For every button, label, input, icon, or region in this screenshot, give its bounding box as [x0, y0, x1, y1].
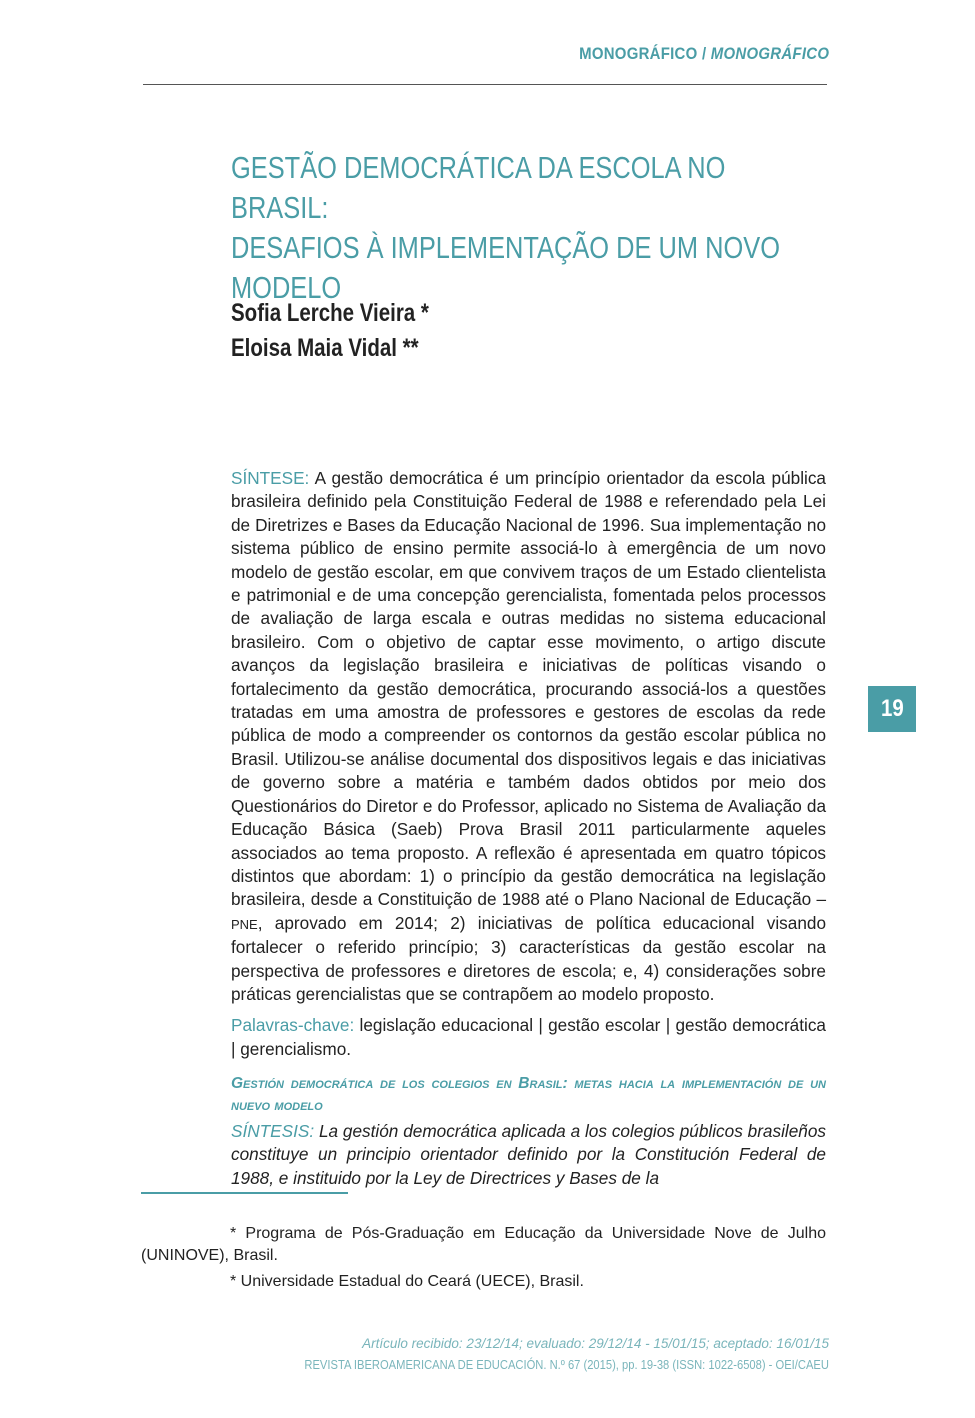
keywords-pt: [231, 1013, 826, 1061]
abstract-pt-text-1: A gestão democrática é um princípio orientador da escola pública brasileira definido pela Constituição Federal de 1988 e referendado pela Lei de Diretrizes e Bases da Educação Nacional de 1996. Sua implementação no sistema público de ensino permite associá-lo à emergência de um novo modelo de gestão escolar, em que convivem traços de um Estado clientelista e patrimonial e de uma concepção gerencialista, fomentada pelos processos de avaliação de larga escala e outras medidas no sistema educacional brasileiro. Com o objetivo de captar esse movimento, o artigo discute avanços da legislação brasileira e iniciativas de políticas visando o fortalecimento da gestão democrática, procurando associá-los a questões tratadas em uma amostra de professores e gestores de escolas da rede pública de modo a compreender os contornos da gestão escolar pública no Brasil. Utilizou-se análise documental dos dispositivos legais e das iniciativas de governo sobre a matéria e também dados obtidos por meio dos Questionários do Diretor e do Professor, aplicado no Sistema de Avaliação da Educação Básica (Saeb) Prova Brasil 2011 particularmente aqueles associados ao tema proposto. A reflexão é apresentada em quatro tópicos distintos que abordam: 1) o princípio da gestão democrática na legislação brasileira, desde a Constituição de 1988 até o Plano Nacional de Educação –: [231, 468, 826, 910]
abstract-pt: [231, 467, 826, 1006]
section-label-pt: MONOGRÁFICO: [578, 44, 698, 63]
footnote-2: * Universidade Estadual do Ceará (UECE), Brasil.: [230, 1273, 584, 1290]
article-dates: Artículo recibido: 23/12/14; evaluado: 29/12/14 - 15/01/15; aceptado: 16/01/15: [362, 1336, 829, 1351]
abstract-es-label: SÍNTESIS:: [231, 1121, 315, 1141]
page-number: 19: [880, 695, 904, 722]
abstract-pt-text-2: , aprovado em 2014; 2) iniciativas de política educacional visando fortalecer o referido princípio; 3) características da gestão escolar na perspectiva de professores e diretores de escola; e, 4) considerações sobre práticas gerencialistas que se contrapõem ao modelo proposto.: [231, 912, 826, 1004]
article-title: [231, 148, 821, 308]
title-line-2: DESAFIOS À IMPLEMENTAÇÃO DE UM NOVO: [231, 230, 780, 265]
abstract-pt-pne: PNE: [231, 916, 258, 932]
abstract-es-text: La gestión democrática aplicada a los colegios públicos brasileños constituye un principio orientador definido por la Constitución Federal de 1988, e instituido por la Ley de Directrices y Bases de la: [231, 1121, 826, 1188]
title-line-1: GESTÃO DEMOCRÁTICA DA ESCOLA NO BRASIL:: [231, 150, 726, 225]
author-1: Sofia Lerche Vieira *: [231, 299, 429, 327]
footnotes: [141, 1223, 826, 1297]
section-label-es: MONOGRÁFICO: [710, 44, 829, 63]
abstract-pt-label: SÍNTESE:: [231, 468, 310, 488]
journal-citation: REVISTA IBEROAMERICANA DE EDUCACIÓN. N.º 67 (2015), pp. 19-38 (ISSN: 1022-6508) - OEI/CAEU: [304, 1357, 829, 1372]
keywords-text: legislação educacional | gestão escolar | gestão democrática | gerencialismo.: [231, 1015, 826, 1059]
footnote-1: * Programa de Pós-Graduação em Educação da Universidade Nove de Julho (UNINOVE), Brasil.: [141, 1225, 826, 1264]
author-2: Eloisa Maia Vidal **: [231, 334, 419, 362]
authors: [231, 296, 429, 366]
page-number-badge: [868, 686, 916, 732]
footnote-rule: [141, 1192, 348, 1194]
section-header: [579, 44, 829, 64]
abstract-es-title: Gestión democrática de los colegios en Brasil: metas hacia la implementación de un nuevo modelo: [231, 1075, 826, 1114]
section-separator: /: [697, 44, 711, 63]
abstract-es: [231, 1120, 826, 1190]
keywords-label: Palavras-chave:: [231, 1015, 355, 1035]
header-rule: [143, 84, 827, 85]
title-line-3: MODELO: [231, 270, 342, 305]
